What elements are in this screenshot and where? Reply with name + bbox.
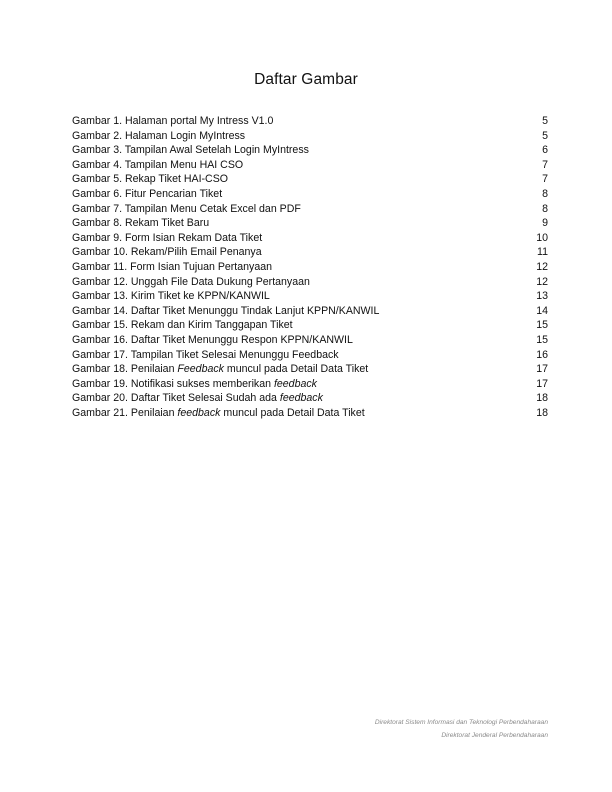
figure-page-number: 11 [537, 246, 548, 259]
figure-label [72, 406, 365, 421]
figure-label-emphasis: feedback [279, 392, 323, 405]
figure-label: Gambar 15. Rekam dan Kirim Tanggapan Tiket [72, 319, 293, 332]
figure-entry[interactable] [72, 406, 548, 421]
figure-label: Gambar 13. Kirim Tiket ke KPPN/KANWIL [72, 290, 270, 303]
figure-label: Gambar 12. Unggah File Data Dukung Pertanyaan [72, 275, 310, 288]
figure-entry[interactable] [72, 216, 548, 231]
figure-page-number: 8 [542, 187, 548, 200]
figure-label: Gambar 16. Daftar Tiket Menunggu Respon KPPN/KANWIL [72, 333, 353, 346]
figure-label: Gambar 1. Halaman portal My Intress V1.0 [72, 115, 274, 127]
figure-entry[interactable] [72, 377, 548, 392]
footer-directorate: Direktorat Sistem Informasi dan Teknologi Perbendaharaan [374, 719, 548, 726]
figure-label-text: Gambar 20. Daftar Tiket Selesai Sudah ada [72, 392, 280, 405]
figure-label: Gambar 11. Form Isian Tujuan Pertanyaan [72, 260, 273, 273]
figure-page-number: 17 [536, 377, 548, 390]
figure-page-number: 15 [536, 319, 548, 332]
figure-entry[interactable] [72, 260, 548, 275]
figure-label: Gambar 4. Tampilan Menu HAI CSO [72, 158, 244, 171]
figure-page-number: 6 [542, 144, 548, 157]
figure-entry[interactable] [72, 158, 548, 173]
figure-page-number: 18 [536, 392, 548, 405]
footer-directorate-general: Direktorat Jenderal Perbendaharaan [441, 732, 548, 739]
page-title: Daftar Gambar [254, 71, 358, 88]
figure-entry[interactable] [72, 172, 548, 187]
figure-page-number: 16 [536, 348, 548, 361]
figure-label-text: Gambar 18. Penilaian [72, 363, 178, 376]
figure-entry[interactable] [72, 114, 548, 129]
figure-label-text: muncul pada Detail Data Tiket [220, 406, 365, 419]
figure-entry[interactable] [72, 289, 548, 304]
figure-label: Gambar 5. Rekap Tiket HAI-CSO [72, 173, 229, 186]
figure-label-emphasis: Feedback [177, 363, 224, 376]
figure-label: Gambar 8. Rekam Tiket Baru [72, 217, 210, 230]
figure-page-number: 15 [536, 333, 548, 346]
figure-entry[interactable] [72, 333, 548, 348]
figure-page-number: 12 [536, 275, 548, 288]
figure-entry[interactable] [72, 348, 548, 363]
figure-label: Gambar 10. Rekam/Pilih Email Penanya [72, 246, 262, 259]
figure-entry[interactable] [72, 202, 548, 217]
figure-entry[interactable] [72, 143, 548, 158]
figure-entry[interactable] [72, 275, 548, 290]
figure-page-number: 10 [536, 231, 548, 244]
figure-entry[interactable] [72, 187, 548, 202]
figure-label-text: Gambar 21. Penilaian [72, 406, 178, 419]
figure-label: Gambar 7. Tampilan Menu Cetak Excel dan PDF [72, 202, 301, 215]
figure-entry[interactable] [72, 245, 548, 260]
figure-entry[interactable] [72, 362, 548, 377]
figure-page-number: 8 [542, 202, 548, 215]
figure-page-number: 5 [542, 129, 548, 142]
figure-label: Gambar 9. Form Isian Rekam Data Tiket [72, 231, 263, 244]
figure-label-emphasis: feedback [177, 406, 221, 419]
figure-label: Gambar 3. Tampilan Awal Setelah Login MyIntress [72, 144, 309, 157]
figure-entry[interactable] [72, 304, 548, 319]
figure-page-number: 12 [536, 260, 548, 273]
figure-label: Gambar 6. Fitur Pencarian Tiket [72, 187, 223, 200]
figure-label: Gambar 17. Tampilan Tiket Selesai Menunggu Feedback [72, 348, 339, 361]
page-footer [375, 716, 548, 742]
figure-list [72, 114, 548, 420]
figure-label-text: muncul pada Detail Data Tiket [223, 363, 369, 376]
figure-page-number: 7 [542, 173, 548, 186]
figure-entry[interactable] [72, 318, 548, 333]
figure-label [72, 377, 317, 392]
figure-entry[interactable] [72, 391, 548, 406]
figure-page-number: 14 [536, 304, 548, 317]
figure-entry[interactable] [72, 129, 548, 144]
figure-entry[interactable] [72, 231, 548, 246]
figure-label: Gambar 2. Halaman Login MyIntress [72, 129, 246, 142]
figure-label [72, 391, 323, 406]
figure-page-number: 5 [542, 115, 548, 127]
figure-page-number: 18 [536, 406, 548, 419]
figure-page-number: 17 [536, 363, 548, 376]
figure-page-number: 9 [542, 217, 548, 230]
figure-page-number: 7 [542, 158, 548, 171]
figure-label [72, 362, 368, 377]
figure-label-emphasis: feedback [273, 377, 317, 390]
figure-label-text: Gambar 19. Notifikasi sukses memberikan [72, 377, 274, 390]
figure-page-number: 13 [536, 290, 548, 303]
figure-label: Gambar 14. Daftar Tiket Menunggu Tindak Lanjut KPPN/KANWIL [72, 304, 380, 317]
